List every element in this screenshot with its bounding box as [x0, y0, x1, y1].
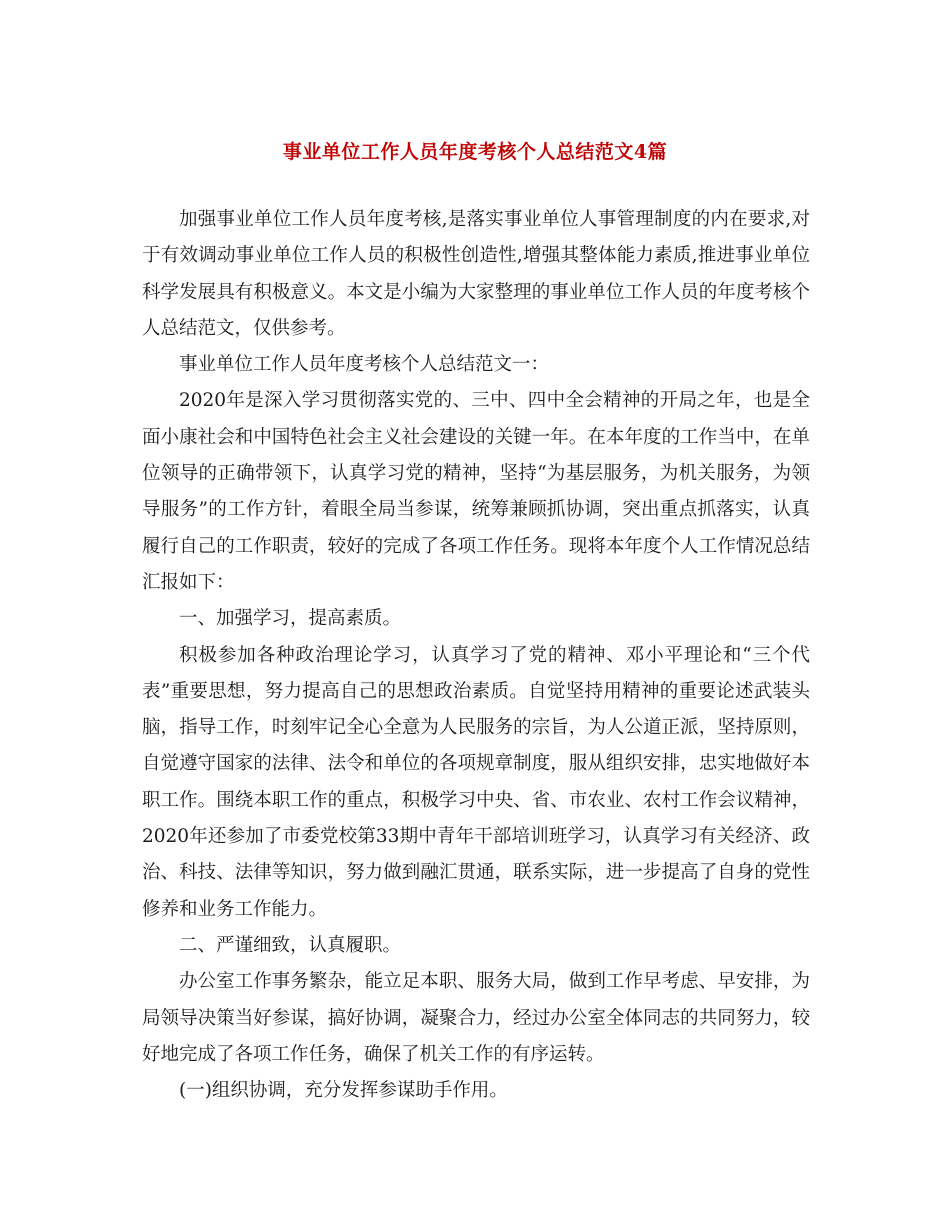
paragraph-intro: 加强事业单位工作人员年度考核,是落实事业单位人事管理制度的内在要求,对于有效调动事业单位工作人员的积极性创造性,增强其整体能力素质,推进事业单位科学发展具有积极意义。本文是小编为大家整理的事业单位工作人员的年度考核个人总结范文，仅供参考。: [142, 209, 810, 339]
section-heading-study: 一、加强学习，提高素质。: [179, 608, 402, 630]
document-title: 事业单位工作人员年度考核个人总结范文4篇: [282, 141, 668, 163]
document-body: [142, 202, 810, 1109]
paragraph-study: 积极参加各种政治理论学习，认真学习了党的精神、邓小平理论和“三个代表”重要思想，努力提高自己的思想政治素质。自觉坚持用精神的重要论述武装头脑，指导工作，时刻牢记全心全意为人民服务的宗旨，为人公道正派，坚持原则，自觉遵守国家的法律、法令和单位的各项规章制度，服从组织安排，忠实地做好本职工作。围绕本职工作的重点，积极学习中央、省、市农业、农村工作会议精神，2020年还参加了市委党校第33期中青年干部培训班学习，认真学习有关经济、政治、科技、法律等知识，努力做到融汇贯通，联系实际，进一步提高了自身的党性修养和业务工作能力。: [142, 644, 810, 920]
subsection-heading-coordination: (一)组织协调，充分发挥参谋助手作用。: [179, 1080, 508, 1102]
paragraph-sample-heading: 事业单位工作人员年度考核个人总结范文一：: [179, 354, 550, 376]
section-heading-duty: 二、严谨细致，认真履职。: [179, 934, 402, 956]
paragraph-duty: 办公室工作事务繁杂，能立足本职、服务大局，做到工作早考虑、早安排，为局领导决策当好参谋，搞好协调，凝聚合力，经过办公室全体同志的共同努力，较好地完成了各项工作任务，确保了机关工作的有序运转。: [142, 971, 810, 1065]
paragraph-overview: 2020年是深入学习贯彻落实党的、三中、四中全会精神的开局之年，也是全面小康社会和中国特色社会主义社会建设的关键一年。在本年度的工作当中，在单位领导的正确带领下，认真学习党的精神，坚持“为基层服务，为机关服务，为领导服务”的工作方针，着眼全局当参谋，统筹兼顾抓协调，突出重点抓落实，认真履行自己的工作职责，较好的完成了各项工作任务。现将本年度个人工作情况总结汇报如下：: [142, 390, 810, 593]
